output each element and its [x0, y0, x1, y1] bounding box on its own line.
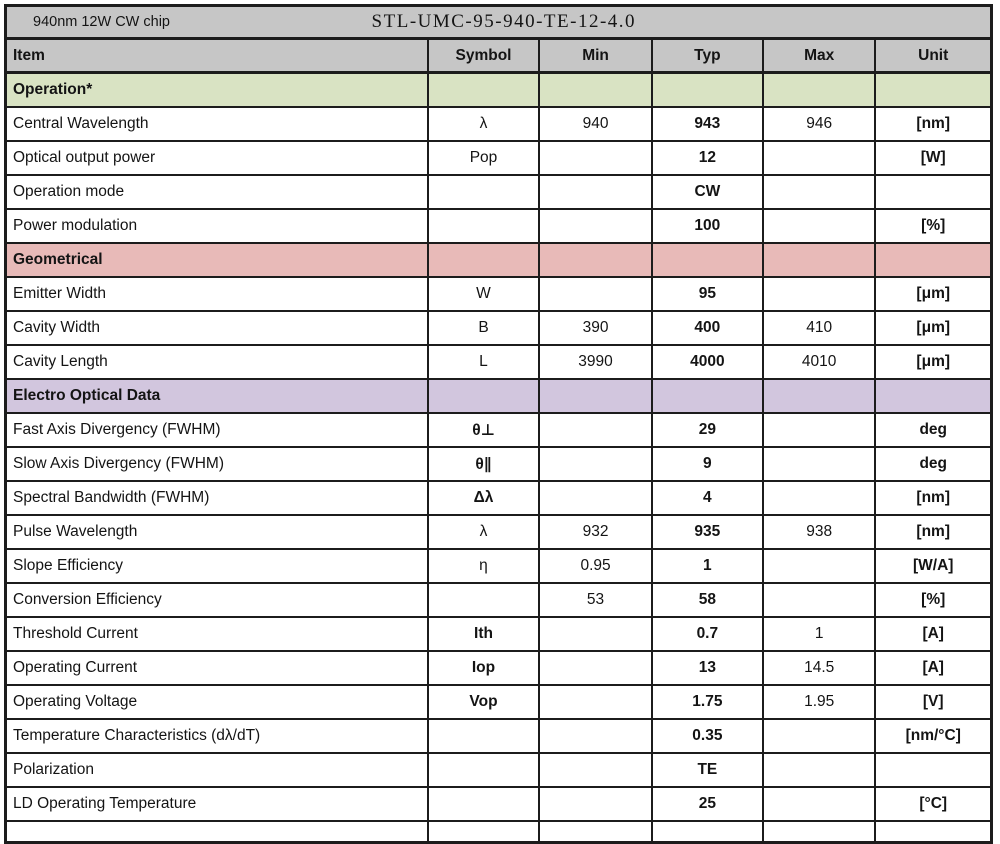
table-title-bar: [7, 7, 990, 40]
unit-cell: [nm]: [916, 489, 950, 506]
item-cell: Slow Axis Divergency (FWHM): [7, 448, 429, 480]
item-cell: Conversion Efficiency: [7, 584, 429, 616]
typ-cell: 95: [653, 278, 764, 310]
item-cell: Operation mode: [7, 176, 429, 208]
max-cell: [764, 210, 877, 242]
empty-cell: [876, 74, 990, 106]
max-cell: [764, 142, 877, 174]
min-cell: 53: [540, 584, 653, 616]
column-header-item: Item: [7, 40, 429, 71]
table-row-polarization: [7, 754, 990, 788]
unit-cell: [°C]: [919, 795, 948, 812]
symbol-cell: [429, 788, 541, 820]
table-row-operation-mode: [7, 176, 990, 210]
unit-cell: [μm]: [916, 353, 951, 370]
item-cell: Cavity Length: [7, 346, 429, 378]
symbol-cell: [429, 176, 541, 208]
table-row-conversion-efficiency: [7, 584, 990, 618]
table-row-emitter-width: [7, 278, 990, 312]
symbol-cell: λ: [429, 516, 541, 548]
item-cell: Threshold Current: [7, 618, 429, 650]
min-cell: [540, 652, 653, 684]
table-row-cavity-width: [7, 312, 990, 346]
max-cell: [764, 720, 877, 752]
max-cell: [764, 550, 877, 582]
symbol-cell: λ: [429, 108, 541, 140]
unit-cell: [W/A]: [912, 557, 954, 574]
empty-cell: [653, 380, 764, 412]
min-cell: [540, 278, 653, 310]
symbol-cell: [429, 720, 541, 752]
min-cell: [540, 618, 653, 650]
item-cell: Optical output power: [7, 142, 429, 174]
max-cell: [764, 584, 877, 616]
table-row-slope-efficiency: [7, 550, 990, 584]
table-row-temperature-characteristics: [7, 720, 990, 754]
section-row-electro-optical-data: [7, 380, 990, 414]
symbol-cell: W: [429, 278, 541, 310]
empty-cell: [876, 380, 990, 412]
min-cell: [540, 482, 653, 514]
item-cell: Cavity Width: [7, 312, 429, 344]
unit-cell: [W]: [920, 149, 946, 166]
empty-cell: [876, 822, 990, 844]
unit-cell: deg: [919, 421, 947, 438]
model-number: STL-UMC-95-940-TE-12-4.0: [371, 11, 637, 32]
max-cell: [764, 788, 877, 820]
column-header-min: Min: [540, 40, 653, 71]
item-cell: Polarization: [7, 754, 429, 786]
typ-cell: CW: [653, 176, 764, 208]
empty-cell: [653, 822, 764, 844]
min-cell: [540, 686, 653, 718]
item-cell: Slope Efficiency: [7, 550, 429, 582]
item-cell: Emitter Width: [7, 278, 429, 310]
min-cell: 940: [540, 108, 653, 140]
min-cell: 932: [540, 516, 653, 548]
empty-cell: [540, 244, 653, 276]
symbol-cell: [429, 584, 541, 616]
table-row-fast-axis-divergency: [7, 414, 990, 448]
column-header-symbol: Symbol: [429, 40, 541, 71]
column-header-unit: Unit: [918, 46, 949, 64]
typ-cell: 935: [653, 516, 764, 548]
min-cell: [540, 448, 653, 480]
section-label: Geometrical: [7, 244, 429, 276]
table-row-operating-current: [7, 652, 990, 686]
table-row-cavity-length: [7, 346, 990, 380]
max-cell: 410: [764, 312, 877, 344]
unit-cell: [μm]: [916, 285, 951, 302]
symbol-cell: θ∥: [429, 448, 541, 480]
table-row-central-wavelength: [7, 108, 990, 142]
table-row-optical-output-power: [7, 142, 990, 176]
unit-cell: [nm]: [916, 115, 950, 132]
unit-cell: [876, 754, 990, 786]
unit-cell: [%]: [921, 217, 946, 234]
min-cell: 0.95: [540, 550, 653, 582]
symbol-cell: L: [429, 346, 541, 378]
empty-cell: [7, 822, 429, 844]
empty-cell: [764, 380, 877, 412]
empty-cell: [429, 380, 541, 412]
typ-cell: 12: [653, 142, 764, 174]
min-cell: [540, 142, 653, 174]
table-row-slow-axis-divergency: [7, 448, 990, 482]
typ-cell: 4: [653, 482, 764, 514]
empty-cell: [540, 822, 653, 844]
section-row-geometrical: [7, 244, 990, 278]
unit-cell: [V]: [922, 693, 944, 710]
table-row-pulse-wavelength: [7, 516, 990, 550]
max-cell: [764, 754, 877, 786]
empty-cell: [540, 380, 653, 412]
item-cell: Spectral Bandwidth (FWHM): [7, 482, 429, 514]
item-cell: Operating Voltage: [7, 686, 429, 718]
empty-cell: [429, 74, 541, 106]
min-cell: [540, 414, 653, 446]
item-cell: Power modulation: [7, 210, 429, 242]
item-cell: Operating Current: [7, 652, 429, 684]
section-label: Electro Optical Data: [7, 380, 429, 412]
symbol-cell: Δλ: [429, 482, 541, 514]
symbol-cell: [429, 210, 541, 242]
min-cell: [540, 210, 653, 242]
empty-cell: [876, 244, 990, 276]
typ-cell: 400: [653, 312, 764, 344]
min-cell: [540, 176, 653, 208]
max-cell: [764, 414, 877, 446]
max-cell: 946: [764, 108, 877, 140]
max-cell: [764, 278, 877, 310]
max-cell: 1: [764, 618, 877, 650]
unit-cell: [A]: [922, 659, 944, 676]
item-cell: Pulse Wavelength: [7, 516, 429, 548]
empty-cell: [429, 244, 541, 276]
symbol-cell: θ⊥: [429, 414, 541, 446]
item-cell: Central Wavelength: [7, 108, 429, 140]
min-cell: 3990: [540, 346, 653, 378]
spec-table: [4, 4, 993, 844]
table-row-threshold-current: [7, 618, 990, 652]
typ-cell: TE: [653, 754, 764, 786]
max-cell: 1.95: [764, 686, 877, 718]
table-row-partial-clipped: [7, 822, 990, 844]
unit-cell: [876, 176, 990, 208]
empty-cell: [653, 244, 764, 276]
table-row-power-modulation: [7, 210, 990, 244]
typ-cell: 1.75: [653, 686, 764, 718]
symbol-cell: Pop: [429, 142, 541, 174]
table-row-operating-voltage: [7, 686, 990, 720]
typ-cell: 29: [653, 414, 764, 446]
symbol-cell: η: [429, 550, 541, 582]
max-cell: [764, 482, 877, 514]
column-header-max: Max: [764, 40, 877, 71]
max-cell: 4010: [764, 346, 877, 378]
max-cell: [764, 448, 877, 480]
typ-cell: 943: [653, 108, 764, 140]
max-cell: 14.5: [764, 652, 877, 684]
unit-cell: [%]: [921, 591, 946, 608]
symbol-cell: Iop: [429, 652, 541, 684]
unit-cell: [nm/°C]: [905, 727, 961, 744]
max-cell: [764, 176, 877, 208]
typ-cell: 1: [653, 550, 764, 582]
item-cell: Fast Axis Divergency (FWHM): [7, 414, 429, 446]
symbol-cell: [429, 754, 541, 786]
column-header-row: [7, 40, 990, 74]
min-cell: 390: [540, 312, 653, 344]
table-row-spectral-bandwidth: [7, 482, 990, 516]
item-cell: LD Operating Temperature: [7, 788, 429, 820]
typ-cell: 0.35: [653, 720, 764, 752]
section-row-operation: [7, 74, 990, 108]
min-cell: [540, 720, 653, 752]
empty-cell: [429, 822, 541, 844]
column-header-typ: Typ: [653, 40, 764, 71]
empty-cell: [653, 74, 764, 106]
section-label: Operation*: [7, 74, 429, 106]
typ-cell: 0.7: [653, 618, 764, 650]
empty-cell: [540, 74, 653, 106]
table-row-ld-operating-temperature: [7, 788, 990, 822]
empty-cell: [764, 74, 877, 106]
min-cell: [540, 788, 653, 820]
empty-cell: [764, 822, 877, 844]
symbol-cell: B: [429, 312, 541, 344]
typ-cell: 13: [653, 652, 764, 684]
unit-cell: [A]: [922, 625, 944, 642]
unit-cell: [μm]: [916, 319, 951, 336]
typ-cell: 4000: [653, 346, 764, 378]
min-cell: [540, 754, 653, 786]
typ-cell: 100: [653, 210, 764, 242]
max-cell: 938: [764, 516, 877, 548]
typ-cell: 25: [653, 788, 764, 820]
empty-cell: [764, 244, 877, 276]
chip-label: 940nm 12W CW chip: [33, 14, 170, 30]
typ-cell: 58: [653, 584, 764, 616]
unit-cell: [nm]: [916, 523, 950, 540]
unit-cell: deg: [919, 455, 947, 472]
typ-cell: 9: [653, 448, 764, 480]
symbol-cell: Ith: [429, 618, 541, 650]
item-cell: Temperature Characteristics (dλ/dT): [7, 720, 429, 752]
symbol-cell: Vop: [429, 686, 541, 718]
